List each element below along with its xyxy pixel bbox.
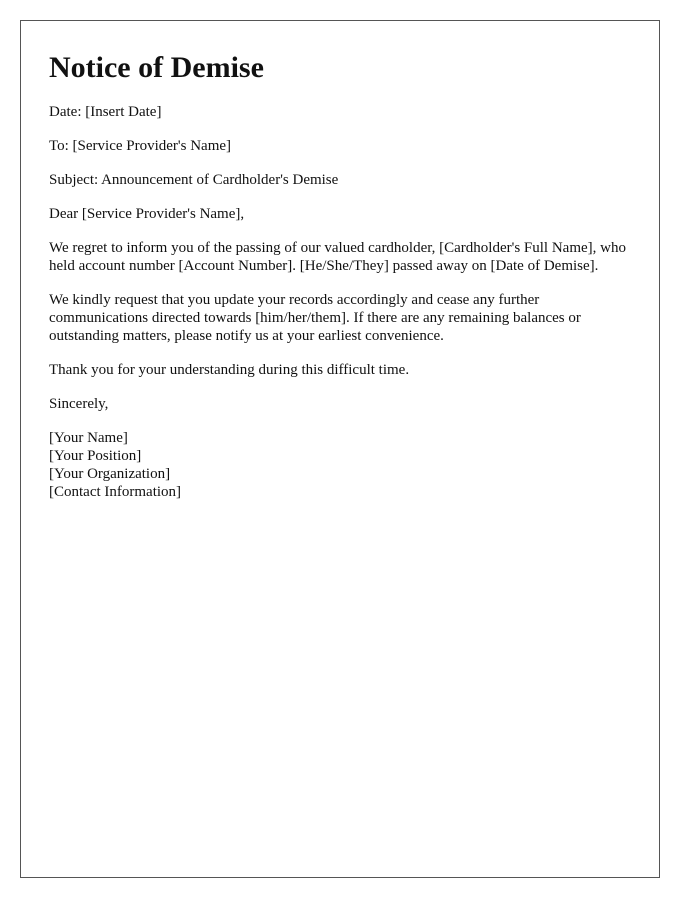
subject-line: Subject: Announcement of Cardholder's Demise bbox=[49, 172, 339, 188]
date-line: Date: [Insert Date] bbox=[49, 104, 162, 120]
letter-page bbox=[20, 20, 660, 878]
body-paragraph-3: Thank you for your understanding during this difficult time. bbox=[49, 362, 410, 378]
closing: Sincerely, bbox=[49, 396, 109, 412]
signature-contact: [Contact Information] bbox=[49, 484, 182, 500]
signature-name: [Your Name] bbox=[49, 430, 128, 446]
signature-organization: [Your Organization] bbox=[49, 466, 171, 482]
body-paragraph-2: We kindly request that you update your records accordingly and cease any further communications directed towards [him/her/them]. If there are any remaining balances or outstanding matters, please notify us at your earliest convenience. bbox=[49, 292, 581, 344]
signature-position: [Your Position] bbox=[49, 448, 142, 464]
body-paragraph-1: We regret to inform you of the passing of our valued cardholder, [Cardholder's Full Name], who held account number [Account Number]. [He/She/They] passed away on [Date of Demise]. bbox=[49, 240, 626, 274]
signature-block bbox=[49, 429, 639, 501]
recipient-line: To: [Service Provider's Name] bbox=[49, 138, 232, 154]
salutation: Dear [Service Provider's Name], bbox=[49, 206, 245, 222]
letter-title: Notice of Demise bbox=[49, 51, 264, 84]
letter-content bbox=[49, 51, 639, 517]
